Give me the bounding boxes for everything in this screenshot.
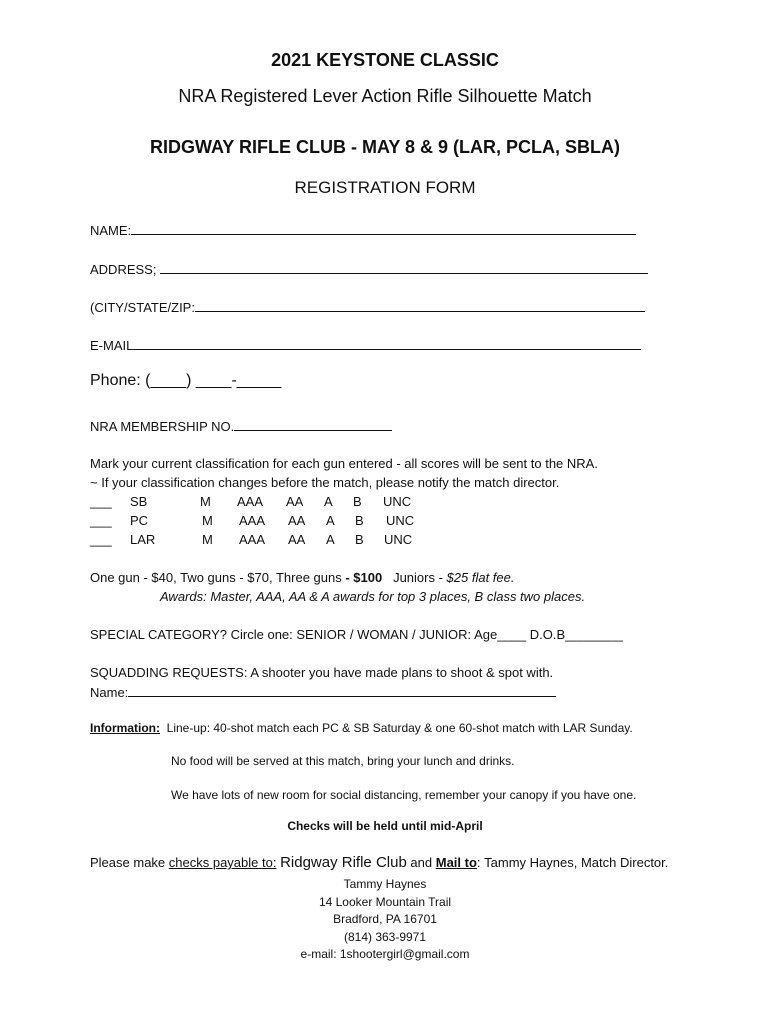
nra-label: NRA MEMBERSHIP NO. (90, 419, 235, 434)
city-line[interactable] (195, 299, 645, 312)
mail-address (0, 876, 770, 964)
address-line: Bradford, PA 16701 (333, 912, 437, 926)
address-line: (814) 363-9971 (343, 929, 427, 944)
fees-prefix: One gun - $40, Two guns - $70, Three guns (90, 570, 346, 585)
club-name: Ridgway Rifle Club (280, 854, 407, 871)
name-label: NAME: (90, 223, 132, 238)
class-option[interactable]: A (324, 494, 333, 509)
classification-note: ~ If your classification changes before the match, please notify the match director. (90, 475, 560, 490)
squadding-name-field[interactable] (90, 684, 556, 700)
class-option[interactable]: AAA (239, 532, 266, 547)
class-option[interactable]: AA (288, 532, 306, 547)
fees-three-guns: - $100 (345, 570, 383, 585)
email-line[interactable] (133, 337, 641, 350)
gun-label: SB (130, 494, 148, 509)
class-row-pc[interactable] (90, 513, 430, 529)
classification-intro: Mark your current classification for each gun entered - all scores will be sent to the NRA. (90, 456, 598, 471)
info-line-1 (90, 721, 633, 735)
payment-line (90, 854, 668, 871)
info-lineup: Line-up: 40-shot match each PC & SB Saturday & one 60-shot match with LAR Sunday. (166, 721, 633, 735)
doc-subtitle: NRA Registered Lever Action Rifle Silhouette Match (178, 86, 592, 106)
class-option[interactable]: AAA (237, 494, 264, 509)
address-line: 14 Looker Mountain Trail (318, 894, 452, 909)
class-option[interactable]: B (355, 513, 364, 528)
checks-note: Checks will be held until mid-April (287, 819, 483, 833)
class-option[interactable]: UNC (384, 532, 413, 547)
class-row-lar[interactable] (90, 532, 430, 548)
gun-label: LAR (130, 532, 156, 547)
director: Tammy Haynes, Match Director. (484, 855, 669, 870)
class-option[interactable]: M (202, 532, 213, 547)
class-option[interactable]: AA (286, 494, 304, 509)
email-field[interactable] (90, 337, 641, 353)
address-label: ADDRESS; (90, 262, 157, 277)
class-option[interactable]: B (355, 532, 364, 547)
phone-field[interactable]: Phone: (____) ____-_____ (90, 372, 282, 389)
class-option[interactable]: M (200, 494, 211, 509)
name-line[interactable] (131, 222, 636, 235)
contact-email[interactable]: e-mail: 1shootergirl@gmail.com (300, 947, 470, 961)
squadding-name-line[interactable] (128, 684, 556, 697)
squadding-name-label: Name: (90, 685, 129, 700)
nra-line[interactable] (234, 418, 392, 431)
email-label: E-MAIL (90, 338, 134, 353)
address-line: Tammy Haynes (343, 877, 427, 891)
address-line[interactable] (160, 261, 648, 274)
fees-juniors: Juniors - (393, 570, 447, 585)
class-blank[interactable]: ___ (90, 494, 112, 509)
info-label: Information: (90, 721, 160, 735)
gun-label: PC (130, 513, 149, 528)
fees-line (90, 570, 515, 585)
awards-text: Awards: Master, AAA, AA & A awards for top 3 places, B class two places. (160, 589, 586, 604)
form-title: REGISTRATION FORM (294, 178, 476, 197)
class-blank[interactable]: ___ (90, 513, 112, 528)
awards-line (160, 589, 585, 604)
class-blank[interactable]: ___ (90, 532, 112, 547)
city-label: (CITY/STATE/ZIP: (90, 300, 195, 315)
info-line-3: We have lots of new room for social distancing, remember your canopy if you have one. (171, 788, 637, 802)
payment-prefix: Please make (90, 855, 169, 870)
class-option[interactable]: AA (288, 513, 306, 528)
name-field[interactable] (90, 222, 636, 238)
mail-colon: : (476, 855, 481, 870)
class-option[interactable]: A (326, 513, 335, 528)
club-heading: RIDGWAY RIFLE CLUB - MAY 8 & 9 (LAR, PCLA, SBLA) (149, 137, 621, 157)
class-option[interactable]: AAA (239, 513, 266, 528)
checks-payable: checks payable to: (168, 855, 277, 870)
address-field[interactable] (90, 261, 648, 277)
special-category[interactable]: SPECIAL CATEGORY? Circle one: SENIOR / WOMAN / JUNIOR: Age____ D.O.B________ (90, 627, 623, 642)
doc-title: 2021 KEYSTONE CLASSIC (271, 50, 499, 70)
fees-juniors-fee: $25 flat fee. (446, 570, 515, 585)
class-option[interactable]: A (326, 532, 335, 547)
nra-field[interactable] (90, 418, 392, 434)
mail-to: Mail to (435, 855, 477, 870)
info-line-2: No food will be served at this match, bring your lunch and drinks. (171, 754, 515, 768)
class-option[interactable]: M (202, 513, 213, 528)
city-field[interactable] (90, 299, 645, 315)
class-option[interactable]: B (353, 494, 362, 509)
and-word: and (410, 855, 433, 870)
class-option[interactable]: UNC (386, 513, 415, 528)
squadding-line: SQUADDING REQUESTS: A shooter you have made plans to shoot & spot with. (90, 665, 554, 680)
class-option[interactable]: UNC (383, 494, 412, 509)
class-row-sb[interactable] (90, 494, 430, 510)
